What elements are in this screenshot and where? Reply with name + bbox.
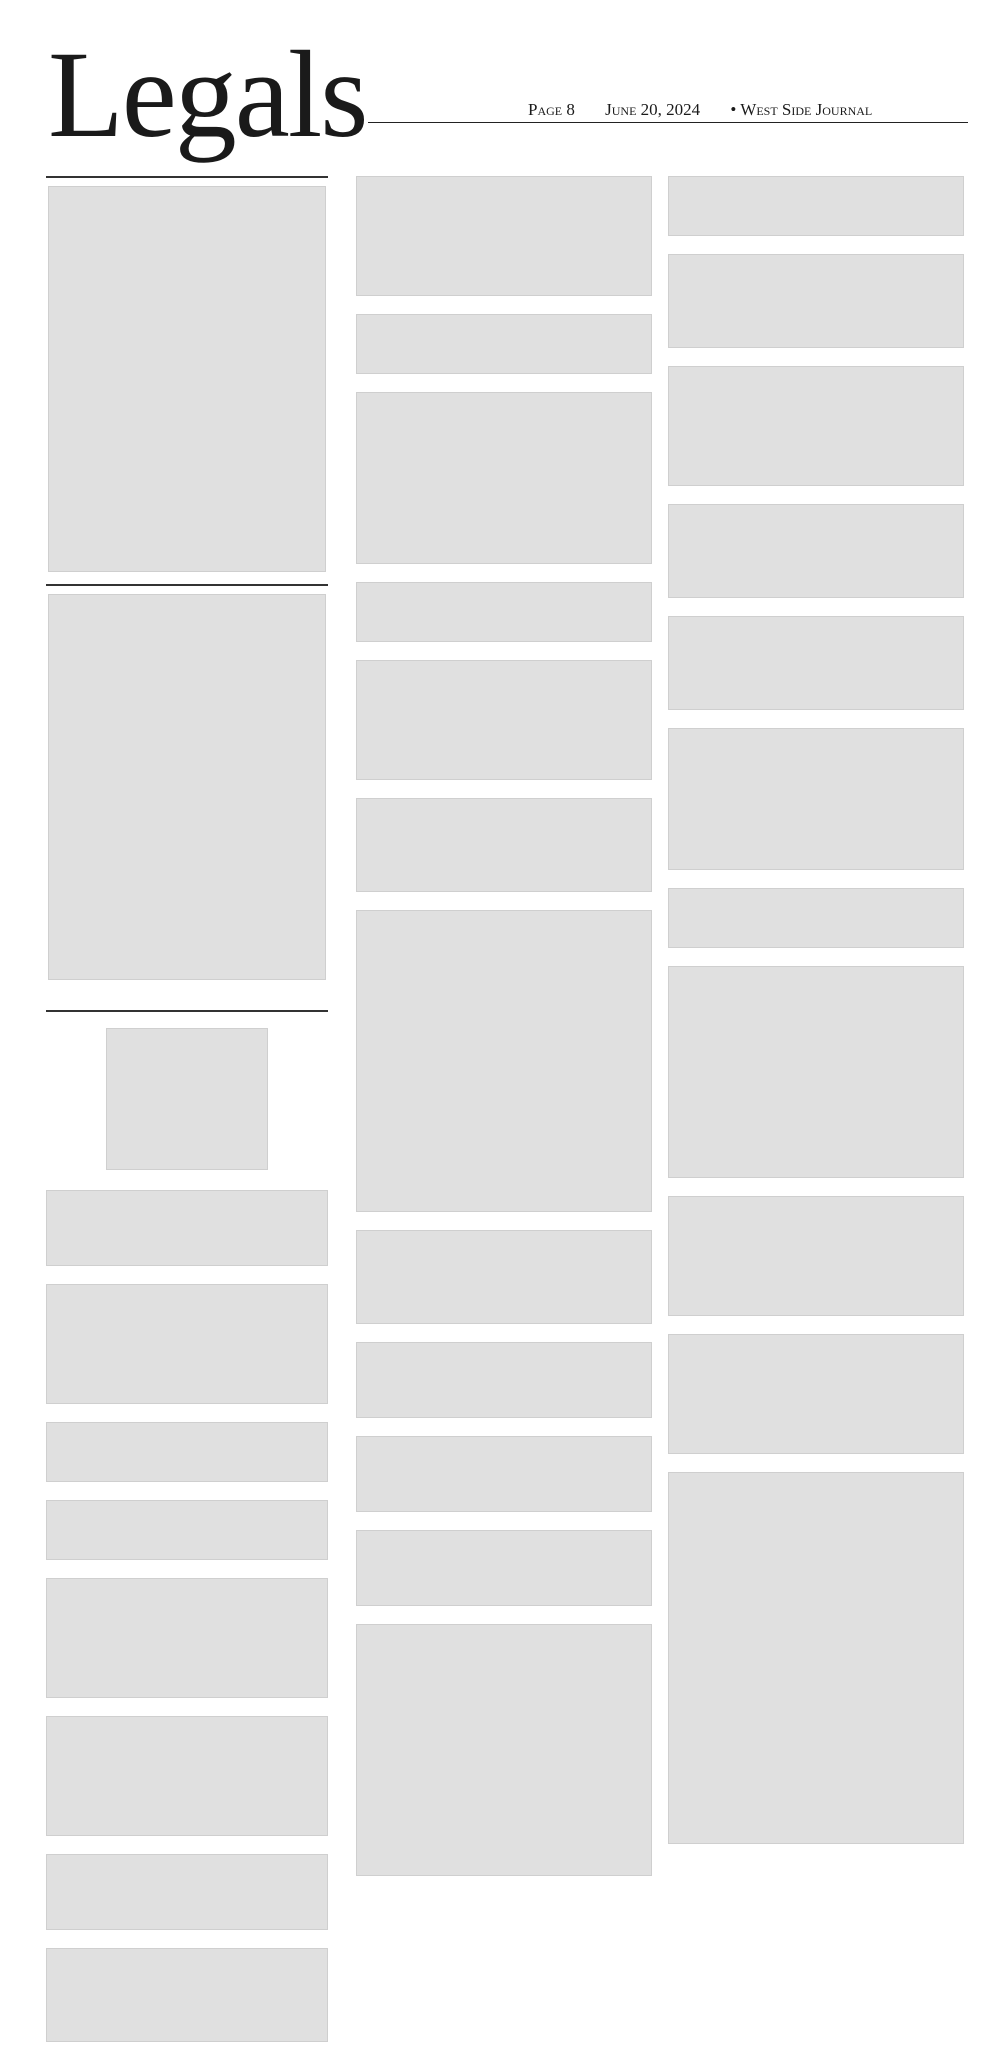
text-placeholder [46,1500,328,1560]
section-rule [46,1010,328,1012]
text-placeholder [356,1230,652,1324]
text-placeholder [356,582,652,642]
sheriffs-sale-notice-2 [46,584,328,984]
text-placeholder [48,186,326,572]
issue-date: June 20, 2024 [605,100,701,119]
text-placeholder [46,1716,328,1836]
text-placeholder [668,366,964,486]
masthead [48,26,968,163]
masthead-rule [368,122,968,123]
text-placeholder [356,1342,652,1418]
column-3 [668,176,964,1862]
text-placeholder [356,1436,652,1512]
text-placeholder [46,1190,328,1266]
masthead-meta [528,100,898,120]
text-placeholder [356,176,652,296]
text-placeholder [48,594,326,980]
page-number: Page 8 [528,100,575,119]
text-placeholder [668,1334,964,1454]
text-placeholder [356,392,652,564]
text-placeholder [46,1854,328,1930]
text-placeholder [668,616,964,710]
text-placeholder [356,314,652,374]
text-placeholder [356,660,652,780]
text-placeholder [668,728,964,870]
section-title: Legals [48,26,367,163]
text-placeholder [356,798,652,892]
text-placeholder [356,1530,652,1606]
text-placeholder [46,1578,328,1698]
text-placeholder [106,1028,268,1170]
notice-rule [46,176,328,178]
text-placeholder [668,176,964,236]
notice-rule [46,584,328,586]
text-placeholder [668,504,964,598]
text-placeholder [356,910,652,1212]
text-placeholder [668,888,964,948]
text-placeholder [46,1422,328,1482]
minutes-heading-block [46,1010,328,1170]
text-placeholder [46,1284,328,1404]
text-placeholder [668,1472,964,1844]
text-placeholder [356,1624,652,1876]
column-1 [46,176,328,2060]
text-placeholder [668,254,964,348]
text-placeholder [46,1948,328,2042]
publication-name: • West Side Journal [730,100,873,119]
text-placeholder [668,1196,964,1316]
text-placeholder [668,966,964,1178]
column-2 [356,176,652,1894]
sheriffs-sale-notice-1 [46,176,328,576]
